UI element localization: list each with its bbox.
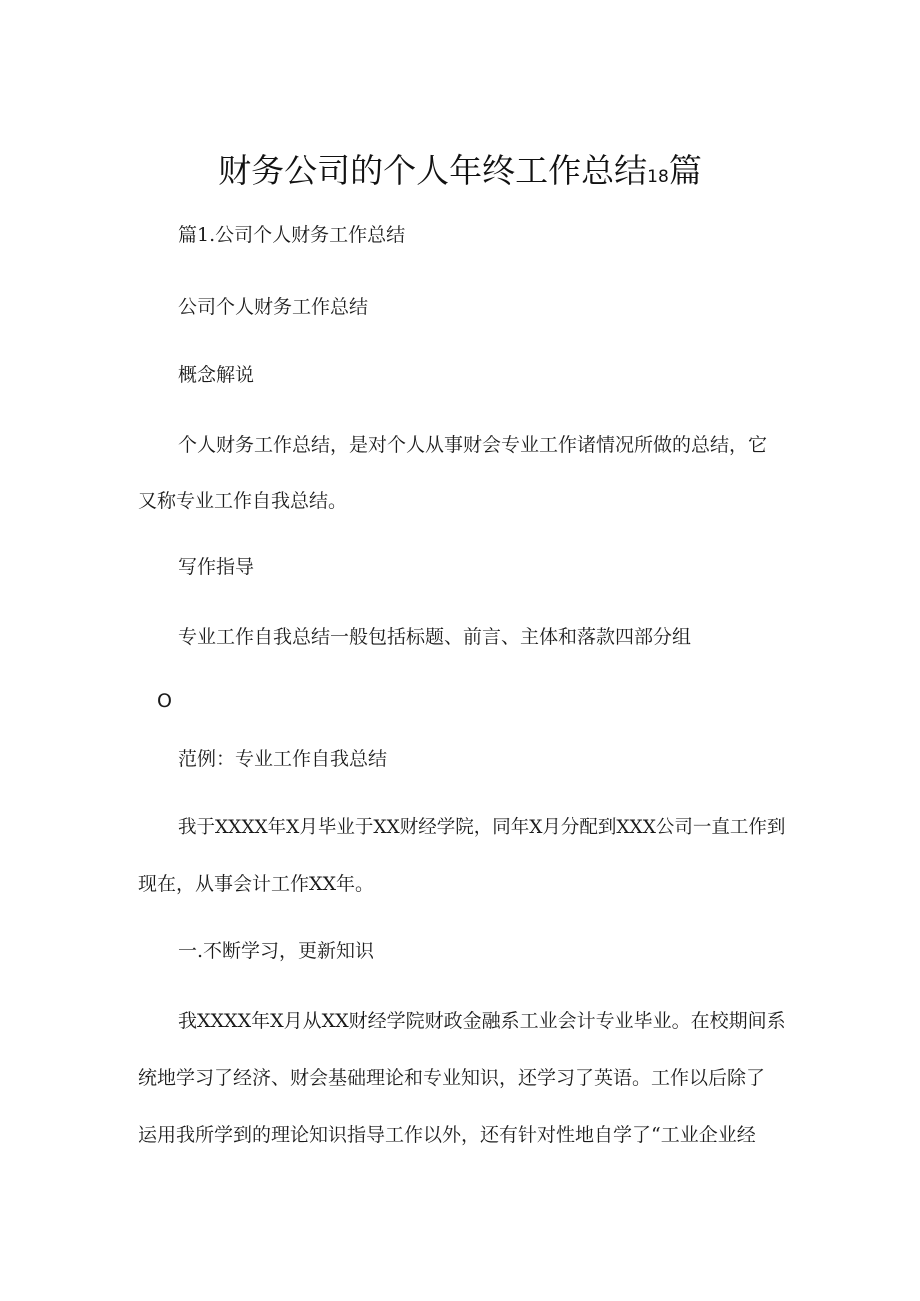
paragraph: 我XXXX年X月从XX财经学院财政金融系工业会计专业毕业。在校期间系 (178, 1010, 786, 1032)
paragraph: 统地学习了经济、财会基础理论和专业知识，还学习了英语。工作以后除了 (138, 1067, 766, 1089)
paragraph: 专业工作自我总结一般包括标题、前言、主体和落款四部分组 (178, 626, 692, 648)
paragraph: 写作指导 (178, 556, 255, 578)
paragraph: 公司个人财务工作总结 (178, 296, 369, 318)
paragraph: 现在，从事会计工作XX年。 (138, 873, 375, 895)
title-text: 财务公司的个人年终工作总结 (218, 151, 648, 190)
paragraph: 我于XXXX年X月毕业于XX财经学院，同年X月分配到XXX公司一直工作到 (178, 817, 786, 838)
paragraph: 个人财务工作总结，是对个人从事财会专业工作诸情况所做的总结，它 (178, 434, 768, 456)
paragraph: 又称专业工作自我总结。 (138, 490, 348, 512)
section-heading: 篇1.公司个人财务工作总结 (178, 224, 406, 246)
paragraph: O (157, 690, 172, 712)
section-heading: 一.不断学习，更新知识 (178, 940, 375, 962)
paragraph: 概念解说 (178, 364, 255, 386)
title-suffix: 篇 (668, 151, 702, 190)
paragraph: 运用我所学到的理论知识指导工作以外，还有针对性地自学了“工业企业经 (138, 1124, 756, 1146)
paragraph: 范例：专业工作自我总结 (178, 748, 388, 770)
document-title (0, 148, 920, 200)
title-count: 18 (647, 167, 669, 187)
